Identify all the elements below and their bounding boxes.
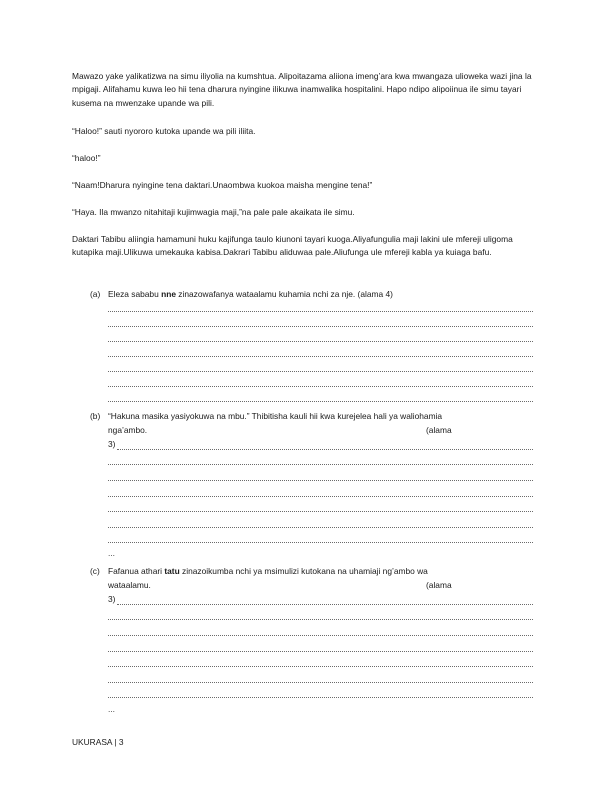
answer-line[interactable] — [108, 464, 533, 465]
answer-ellipsis: ... — [108, 548, 115, 558]
answer-line[interactable] — [117, 604, 533, 605]
answer-line[interactable] — [108, 651, 533, 652]
answer-line[interactable] — [108, 401, 533, 402]
page-footer: UKURASA | 3 — [72, 737, 124, 747]
answer-line[interactable] — [108, 496, 533, 497]
question-text-part: Fafanua athari — [108, 566, 165, 576]
answer-line[interactable] — [108, 386, 533, 387]
passage-paragraph-4: “Naam!Dharura nyingine tena daktari.Unaombwa kuokoa maisha mengine tena!” — [72, 180, 373, 190]
passage-paragraph-2: “Haloo!” sauti nyororo kutoka upande wa pili iliita. — [72, 126, 256, 136]
question-emphasis: nne — [161, 289, 176, 299]
question-text-part: Eleza sababu — [108, 289, 162, 299]
answer-ellipsis: ... — [108, 704, 115, 714]
passage-paragraph-1: Mawazo yake yalikatizwa na simu iliyolia na kumshtua. Alipoitazama aliiona imeng’ara kwa mwangaza ulioweka wazi jina la mpigaji. Alifahamu kuwa leo hii tena dharura nyingine ilikuwa inamwalika hospitalini. Hapo ndipo alipoiinua ile simu tayari kusema na mwenzake upande wa pili. — [72, 71, 532, 108]
question-text — [108, 288, 536, 301]
answer-line[interactable] — [108, 356, 533, 357]
passage-paragraph-3: “haloo!” — [72, 153, 101, 163]
marks-label: (alama — [426, 580, 452, 590]
marks-label: (alama — [426, 425, 452, 435]
answer-line[interactable] — [117, 449, 533, 450]
passage-paragraph-6: Daktari Tabibu aliingia hamamuni huku kajifunga taulo kiunoni tayari kuoga.Aliyafungulia maji lakini ule mfereji uligoma kutapika maji.Ulikuwa umekauka kabisa.Dakrari Tabibu aliduwaa pale.Aliufunga ule mfereji kabla ya kuiaga bafu. — [72, 234, 513, 258]
answer-line[interactable] — [108, 341, 533, 342]
question-text-line2: wataalamu. — [108, 580, 151, 590]
question-text — [108, 565, 536, 578]
answer-line[interactable] — [108, 666, 533, 667]
answer-line[interactable] — [108, 542, 533, 543]
answer-line[interactable] — [108, 527, 533, 528]
answer-line[interactable] — [108, 511, 533, 512]
answer-line[interactable] — [108, 682, 533, 683]
question-text-line1: “Hakuna masika yasiyokuwa na mbu.” Thibitisha kauli hii kwa kurejelea hali ya waliohamia — [108, 411, 443, 421]
question-text-line2: nga’ambo. — [108, 425, 148, 435]
question-label: (a) — [90, 289, 101, 299]
answer-line[interactable] — [108, 619, 533, 620]
question-label: (c) — [90, 566, 100, 576]
answer-line[interactable] — [108, 371, 533, 372]
marks-label-close: 3) — [108, 439, 116, 449]
question-text-part: zinazowafanya wataalamu kuhamia nchi za nje. (alama 4) — [175, 289, 393, 299]
question-text-part: zinazoikumba nchi ya msimulizi kutokana na uhamiaji ng’ambo wa — [179, 566, 428, 576]
answer-line[interactable] — [108, 697, 533, 698]
answer-line[interactable] — [108, 480, 533, 481]
question-emphasis: tatu — [164, 566, 180, 576]
answer-line[interactable] — [108, 635, 533, 636]
marks-label-close: 3) — [108, 594, 116, 604]
passage-paragraph-5: “Haya. Ila mwanzo nitahitaji kujimwagia maji,”na pale pale akaikata ile simu. — [72, 207, 355, 217]
answer-line[interactable] — [108, 311, 533, 312]
answer-line[interactable] — [108, 326, 533, 327]
question-label: (b) — [90, 411, 101, 421]
